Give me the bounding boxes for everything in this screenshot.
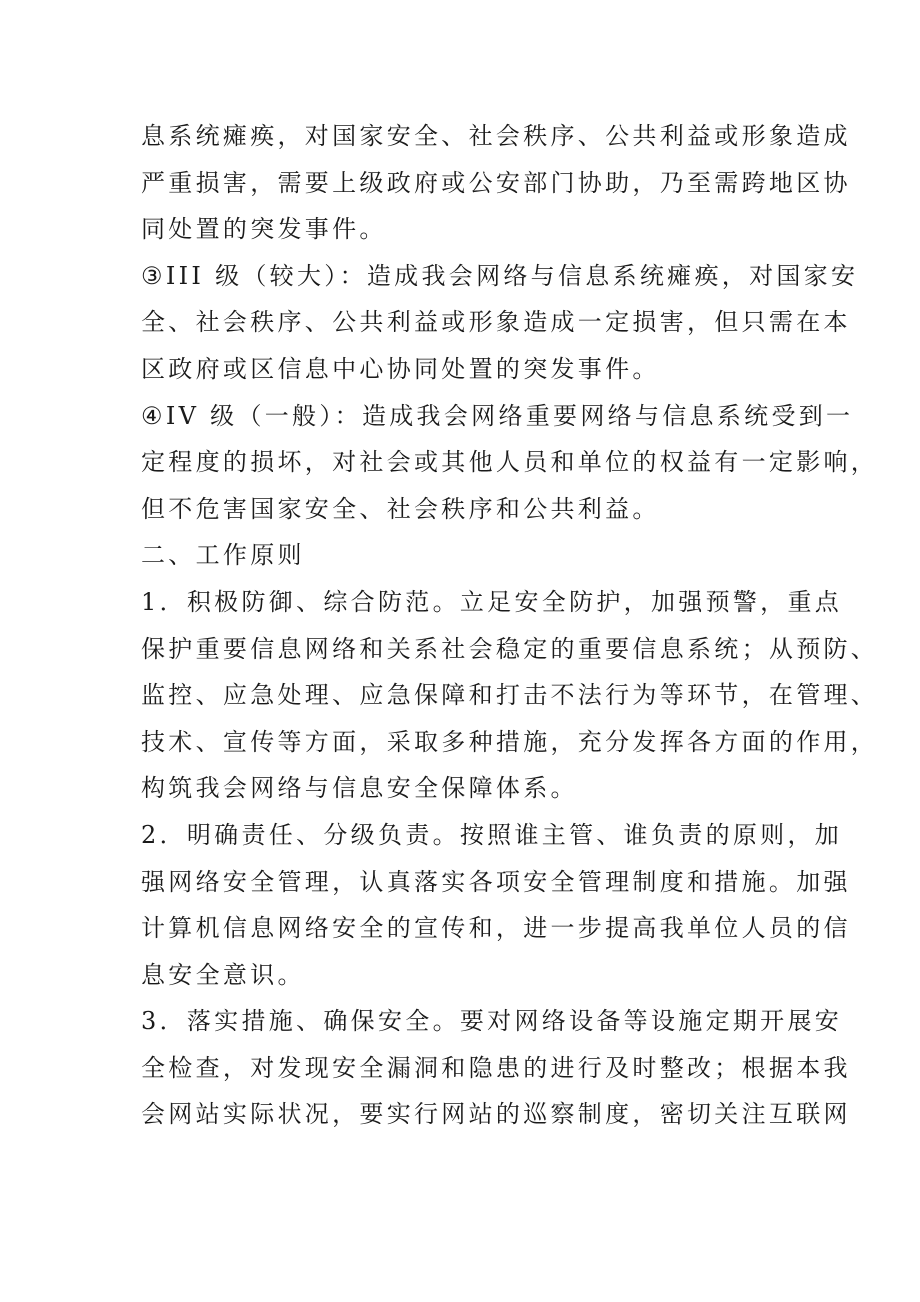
- section-heading: 二、工作原则: [141, 541, 305, 570]
- text-line: 息系统瘫痪，对国家安全、社会秩序、公共利益或形象造成: [141, 122, 851, 150]
- text-line: 1．积极防御、综合防范。立足安全防护，加强预警，重点: [141, 587, 843, 616]
- text-line: 息安全意识。: [141, 960, 305, 989]
- text-line: 保护重要信息网络和关系社会稳定的重要信息系统；从预防、: [141, 634, 879, 663]
- text-line: ③III 级（较大）：造成我会网络与信息系统瘫痪，对国家安: [141, 261, 859, 290]
- text-line: 全检查，对发现安全漏洞和隐患的进行及时整改；根据本我: [141, 1053, 851, 1082]
- text-line: 同处置的突发事件。: [141, 215, 387, 244]
- text-line: 计算机信息网络安全的宣传和，进一步提高我单位人员的信: [141, 914, 851, 943]
- text-line: 全、社会秩序、公共利益或形象造成一定损害，但只需在本: [141, 308, 851, 337]
- text-line: 区政府或区信息中心协同处置的突发事件。: [141, 354, 660, 383]
- text-line: 强网络安全管理，认真落实各项安全管理制度和措施。加强: [141, 867, 851, 896]
- text-line: 定程度的损坏，对社会或其他人员和单位的权益有一定影响，: [141, 448, 879, 477]
- text-line: 但不危害国家安全、社会秩序和公共利益。: [141, 494, 660, 523]
- text-line: 技术、宣传等方面，采取多种措施，充分发挥各方面的作用，: [141, 727, 879, 756]
- document-body: [141, 113, 879, 1138]
- text-line: 会网站实际状况，要实行网站的巡察制度，密切关注互联网: [141, 1100, 851, 1129]
- text-line: 3．落实措施、确保安全。要对网络设备等设施定期开展安: [141, 1007, 843, 1036]
- text-line: 严重损害，需要上级政府或公安部门协助，乃至需跨地区协: [141, 168, 851, 197]
- text-line: ④IV 级（一般）：造成我会网络重要网络与信息系统受到一: [141, 401, 854, 430]
- text-line: 监控、应急处理、应急保障和打击不法行为等环节，在管理、: [141, 681, 879, 710]
- text-line: 2．明确责任、分级负责。按照谁主管、谁负责的原则，加: [141, 820, 843, 849]
- text-line: 构筑我会网络与信息安全保障体系。: [141, 774, 578, 803]
